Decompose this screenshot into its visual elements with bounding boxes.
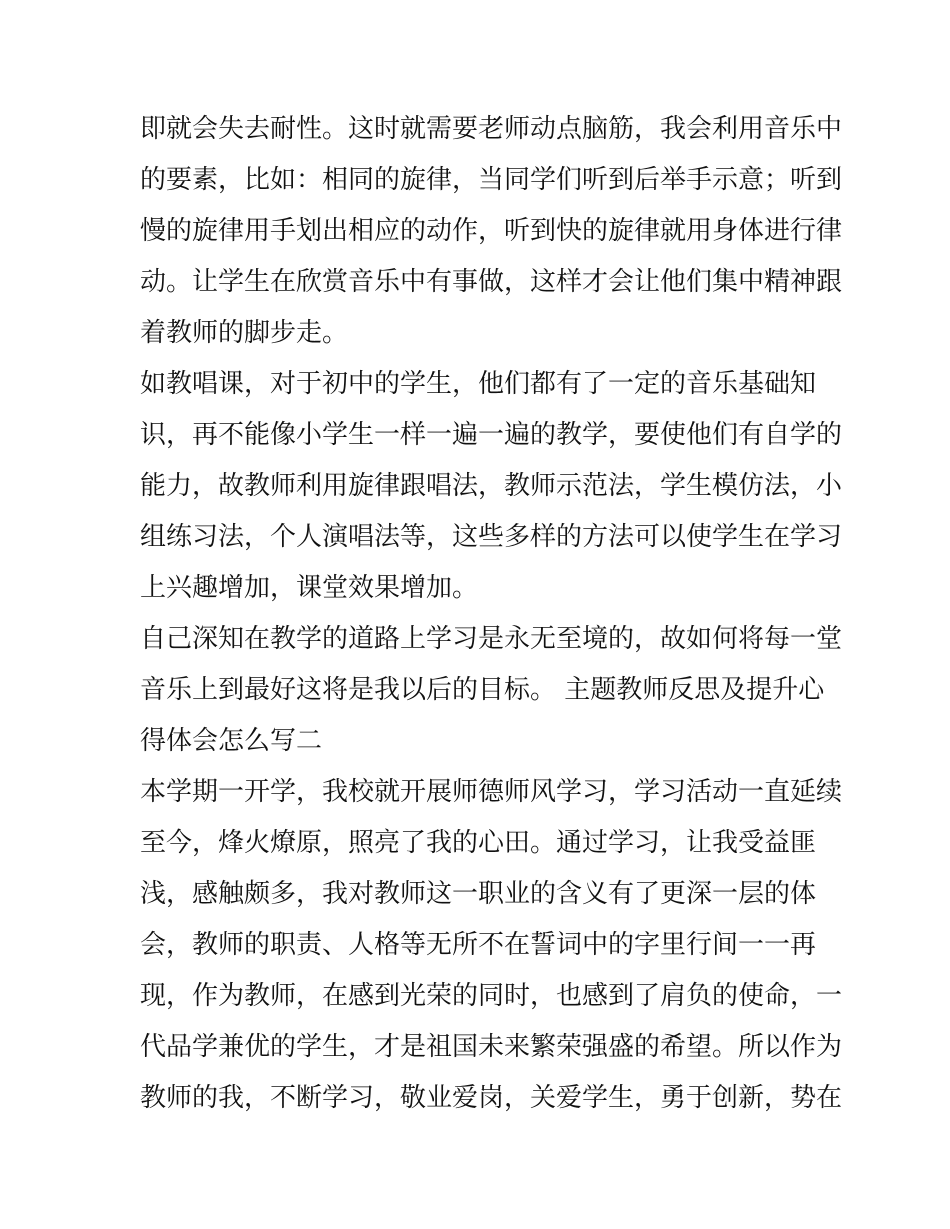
text-line: 现，作为教师，在感到光荣的同时，也感到了肩负的使命，一 (140, 981, 843, 1011)
text-line: 如教唱课，对于初中的学生，他们都有了一定的音乐基础知 (140, 369, 817, 399)
text-line: 自己深知在教学的道路上学习是永无至境的，故如何将每一堂 (140, 624, 843, 654)
text-line: 识，再不能像小学生一样一遍一遍的教学，要使他们有自学的 (140, 420, 843, 450)
text-line: 本学期一开学，我校就开展师德师风学习，学习活动一直延续 (140, 777, 843, 807)
text-line: 慢的旋律用手划出相应的动作，听到快的旋律就用身体进行律 (140, 216, 843, 246)
text-line: 至今，烽火燎原，照亮了我的心田。通过学习，让我受益匪 (140, 828, 817, 858)
text-line: 着教师的脚步走。 (140, 318, 349, 348)
text-line: 上兴趣增加，课堂效果增加。 (140, 573, 479, 603)
text-line: 教师的我，不断学习，敬业爱岗，关爱学生，勇于创新，势在 (140, 1083, 843, 1113)
text-line: 浅，感触颇多，我对教师这一职业的含义有了更深一层的体 (140, 879, 817, 909)
text-line: 动。让学生在欣赏音乐中有事做，这样才会让他们集中精神跟 (140, 267, 843, 297)
text-line: 得体会怎么写二 (140, 726, 323, 756)
text-line: 会，教师的职责、人格等无所不在誓词中的字里行间一一再 (140, 930, 817, 960)
text-line: 音乐上到最好这将是我以后的目标。 主题教师反思及提升心 (140, 675, 825, 705)
text-line: 能力，故教师利用旋律跟唱法，教师示范法，学生模仿法，小 (140, 471, 843, 501)
text-line: 组练习法，个人演唱法等，这些多样的方法可以使学生在学习 (140, 522, 843, 552)
text-line: 即就会失去耐性。这时就需要老师动点脑筋，我会利用音乐中 (140, 114, 843, 144)
text-line: 的要素，比如：相同的旋律，当同学们听到后举手示意；听到 (140, 165, 843, 195)
text-line: 代品学兼优的学生，才是祖国未来繁荣强盛的希望。所以作为 (140, 1032, 843, 1062)
